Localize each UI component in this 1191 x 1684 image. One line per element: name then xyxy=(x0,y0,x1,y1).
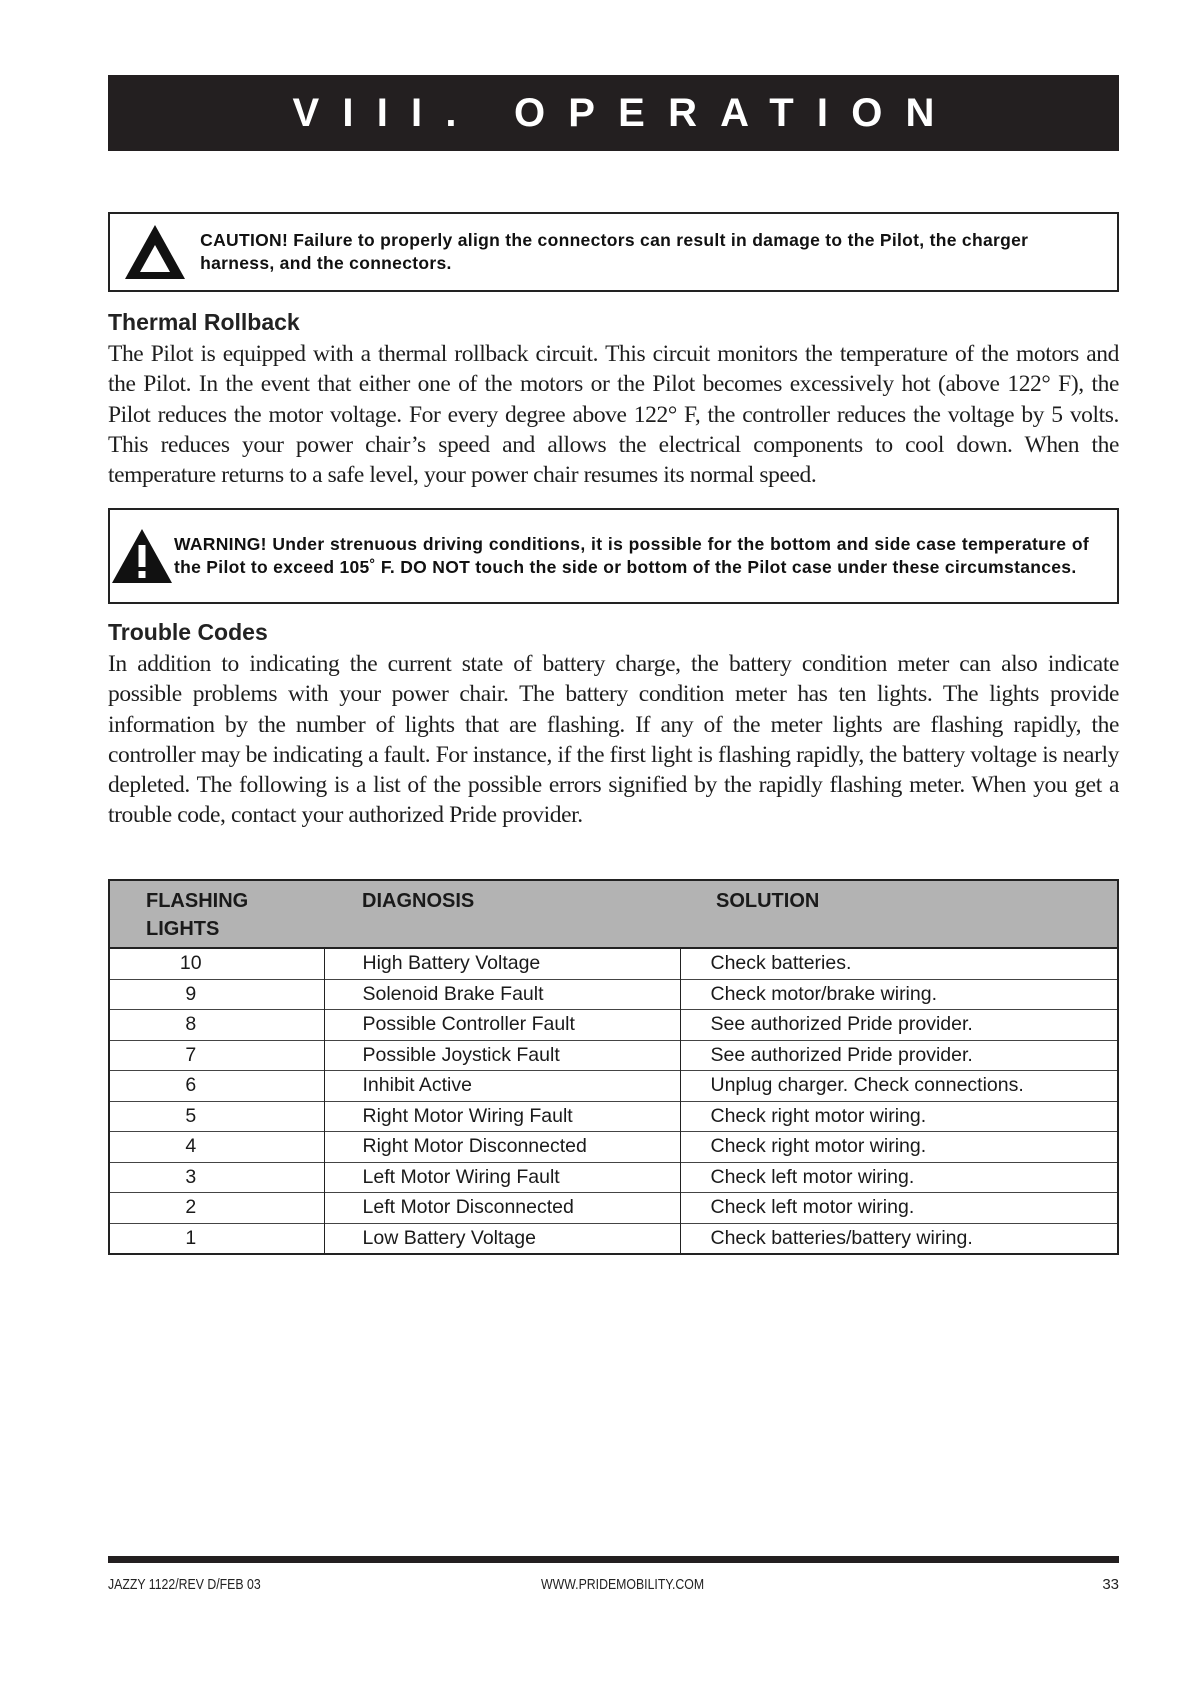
cell-lights: 5 xyxy=(109,1101,324,1132)
thermal-heading: Thermal Rollback xyxy=(108,309,300,335)
trouble-heading: Trouble Codes xyxy=(108,619,268,645)
trouble-paragraph: In addition to indicating the current state of battery charge, the battery condition meter can also indicate possible problems with your power chair. The battery condition meter has ten lights. The lights provide information by the number of lights that are flashing. If any of the meter lights are flashing rapidly, the controller may be indicating a fault. For instance, if the first light is flashing rapidly, the battery voltage is nearly depleted. The following is a list of the possible errors signified by the rapidly flashing meter. When you get a trouble code, contact your authorized Pride provider. xyxy=(108,651,1119,829)
cell-lights: 4 xyxy=(109,1132,324,1163)
footer-rule xyxy=(108,1556,1119,1563)
cell-lights: 8 xyxy=(109,1010,324,1041)
table-header-row xyxy=(109,880,1118,948)
section-title: VIII. OPERATION xyxy=(292,90,958,135)
cell-lights: 10 xyxy=(109,948,324,979)
cell-lights: 2 xyxy=(109,1193,324,1224)
header-flashing-lights: FLASHING LIGHTS xyxy=(109,880,324,948)
cell-solution: Unplug charger. Check connections. xyxy=(680,1071,1118,1102)
cell-diagnosis: Possible Controller Fault xyxy=(324,1010,680,1041)
cell-solution: Check right motor wiring. xyxy=(680,1132,1118,1163)
table-row xyxy=(109,979,1118,1010)
caution-text: CAUTION! Failure to properly align the connectors can result in damage to the Pilot, the charger harness, and the connectors. xyxy=(200,230,1029,273)
caution-box xyxy=(108,212,1119,292)
caution-triangle-icon xyxy=(110,223,200,281)
header-diagnosis: DIAGNOSIS xyxy=(324,880,680,948)
header-solution: SOLUTION xyxy=(680,880,1118,948)
cell-solution: Check right motor wiring. xyxy=(680,1101,1118,1132)
table-row xyxy=(109,1223,1118,1254)
cell-solution: Check left motor wiring. xyxy=(680,1162,1118,1193)
table-row xyxy=(109,1101,1118,1132)
cell-diagnosis: Possible Joystick Fault xyxy=(324,1040,680,1071)
cell-lights: 6 xyxy=(109,1071,324,1102)
table-row xyxy=(109,1040,1118,1071)
cell-diagnosis: Left Motor Disconnected xyxy=(324,1193,680,1224)
cell-solution: Check batteries. xyxy=(680,948,1118,979)
cell-solution: Check left motor wiring. xyxy=(680,1193,1118,1224)
footer-url[interactable]: WWW.PRIDEMOBILITY.COM xyxy=(541,1576,705,1593)
trouble-codes-table xyxy=(108,879,1119,1255)
cell-diagnosis: Left Motor Wiring Fault xyxy=(324,1162,680,1193)
warning-text: WARNING! Under strenuous driving conditions, it is possible for the bottom and side case temperature of the Pilot to exceed 105˚ F. DO NOT touch the side or bottom of the Pilot case under these circumstances. xyxy=(174,534,1089,577)
cell-solution: Check batteries/battery wiring. xyxy=(680,1223,1118,1254)
footer-page-number: 33 xyxy=(1102,1576,1119,1593)
section-banner xyxy=(108,75,1119,151)
cell-diagnosis: High Battery Voltage xyxy=(324,948,680,979)
cell-diagnosis: Solenoid Brake Fault xyxy=(324,979,680,1010)
cell-diagnosis: Low Battery Voltage xyxy=(324,1223,680,1254)
cell-solution: See authorized Pride provider. xyxy=(680,1010,1118,1041)
cell-diagnosis: Right Motor Disconnected xyxy=(324,1132,680,1163)
cell-lights: 1 xyxy=(109,1223,324,1254)
warning-exclamation-icon xyxy=(110,527,174,585)
footer-doc-id: JAZZY 1122/REV D/FEB 03 xyxy=(108,1576,261,1593)
cell-lights: 7 xyxy=(109,1040,324,1071)
thermal-paragraph: The Pilot is equipped with a thermal rollback circuit. This circuit monitors the temperature of the motors and the Pilot. In the event that either one of the motors or the Pilot becomes excessively hot (above 122° F), the Pilot reduces the motor voltage. For every degree above 122° F, the controller reduces the voltage by 5 volts. This reduces your power chair’s speed and allows the electrical components to cool down. When the temperature returns to a safe level, your power chair resumes its normal speed. xyxy=(108,341,1119,489)
table-row xyxy=(109,948,1118,979)
cell-solution: See authorized Pride provider. xyxy=(680,1040,1118,1071)
cell-diagnosis: Inhibit Active xyxy=(324,1071,680,1102)
table-row xyxy=(109,1010,1118,1041)
table-row xyxy=(109,1162,1118,1193)
cell-lights: 9 xyxy=(109,979,324,1010)
page-footer xyxy=(108,1576,1119,1598)
cell-lights: 3 xyxy=(109,1162,324,1193)
cell-solution: Check motor/brake wiring. xyxy=(680,979,1118,1010)
warning-box xyxy=(108,508,1119,604)
table-row xyxy=(109,1071,1118,1102)
table-row xyxy=(109,1132,1118,1163)
table-row xyxy=(109,1193,1118,1224)
cell-diagnosis: Right Motor Wiring Fault xyxy=(324,1101,680,1132)
